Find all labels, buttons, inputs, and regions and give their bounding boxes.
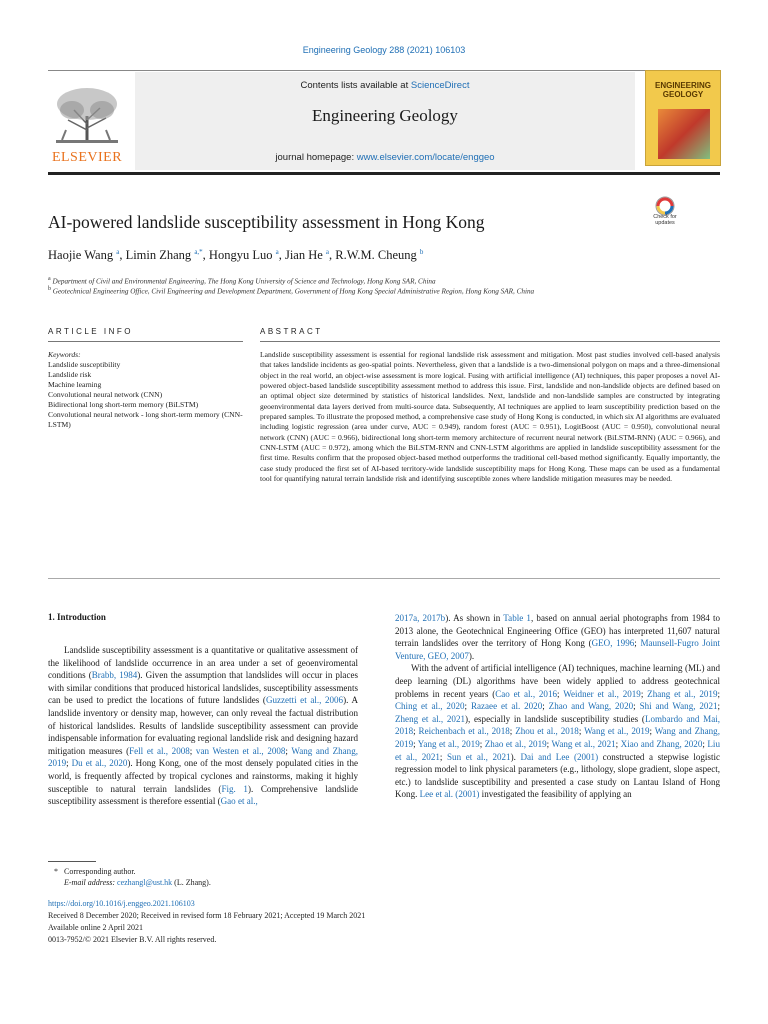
- body-text-run: ). A landslide inventory or density map, however, can only reveal the factual distribution of historical landslides. Results of landslide susceptibility assessment can provide indispensable information for evaluating regional landslide risk and designing hazard mitigation measures (: [48, 695, 358, 756]
- keyword-item: Machine learning: [48, 380, 102, 389]
- citation-link[interactable]: Fig. 1: [221, 783, 248, 794]
- body-text-run: ).: [468, 650, 475, 661]
- body-text-run: ).: [510, 751, 521, 762]
- citation-link[interactable]: van Westen et al., 2008: [195, 745, 286, 756]
- citation-link[interactable]: Weidner et al., 2019: [563, 688, 641, 699]
- citation-link[interactable]: Zhou et al., 2018: [515, 726, 579, 737]
- abstract-bottom-rule: [48, 578, 720, 579]
- homepage-line: [135, 152, 635, 163]
- citation-link[interactable]: Guzzetti et al., 2006: [265, 695, 344, 706]
- article-title: AI-powered landslide susceptibility assessment in Hong Kong: [48, 212, 485, 232]
- keywords-block: [48, 350, 243, 430]
- citation-link[interactable]: Brabb, 1984: [91, 670, 138, 681]
- footnote-rule: [48, 861, 96, 862]
- citation-link[interactable]: Lombardo and Mai, 2018: [395, 713, 721, 737]
- body-text-run: ;: [649, 726, 655, 737]
- author-name[interactable]: R.W.M. Cheung: [335, 248, 417, 263]
- body-text-run: ), especially in landslide susceptibility studies (: [465, 713, 645, 724]
- body-text-run: ;: [439, 751, 448, 762]
- contents-prefix: Contents lists available at: [300, 80, 411, 91]
- author-name[interactable]: Limin Zhang: [125, 248, 192, 263]
- citation-link[interactable]: Razaee et al. 2020: [470, 701, 543, 712]
- keyword-item: Landslide risk: [48, 370, 92, 379]
- citation-link[interactable]: Wang and Zhang, 2019: [48, 745, 358, 769]
- author-name[interactable]: Hongyu Luo: [208, 248, 273, 263]
- body-text-run: ;: [717, 701, 721, 712]
- body-text-run: ;: [542, 701, 549, 712]
- body-text-run: ;: [717, 688, 720, 699]
- keyword-item: Convolutional neural network - long short-term memory (CNN-LSTM): [48, 410, 243, 429]
- citation-link[interactable]: Gao et al.,: [220, 796, 258, 807]
- citation-link[interactable]: Wang and Zhang, 2019: [395, 726, 720, 749]
- citation-link[interactable]: Liu et al., 2021: [395, 738, 720, 762]
- citation-link[interactable]: Lee et al. (2001): [419, 789, 480, 800]
- citation-link[interactable]: Wang et al., 2019: [584, 726, 650, 737]
- affiliation-a: [48, 276, 720, 285]
- corresponding-author-note: [48, 866, 448, 877]
- email-note: [48, 877, 448, 888]
- article-info-rule: [48, 341, 243, 342]
- citation-link[interactable]: Fell et al., 2008: [129, 745, 190, 756]
- check-for-updates-label[interactable]: Check for updates: [653, 214, 677, 226]
- affiliation-b-marker: b: [48, 286, 51, 292]
- author-affiliation-marker[interactable]: a: [325, 248, 330, 256]
- corresponding-text: Corresponding author.: [64, 867, 136, 876]
- body-text-run: ;: [285, 745, 292, 756]
- contents-line: [135, 80, 635, 91]
- keyword-item: Landslide susceptibility: [48, 360, 121, 369]
- body-text-run: ;: [189, 745, 196, 756]
- citation-link[interactable]: Zhang et al., 2019: [647, 688, 718, 699]
- copyright: 0013-7952/© 2021 Elsevier B.V. All rights reserved.: [48, 935, 217, 944]
- citation-link[interactable]: Sun et al., 2021: [447, 751, 511, 762]
- header-bottom-rule: [48, 172, 720, 175]
- body-text-run: Landslide susceptibility assessment is a quantitative or qualitative assessment of the likelihood of landslide occurrence in an area under a set of geoenviromental conditions (: [48, 645, 358, 681]
- intro-paragraph-1-continued: [395, 612, 720, 662]
- affiliation-a-text: Department of Civil and Environmental Engineering, The Hong Kong University of Science and Technology, Hong Kong SAR, China: [52, 277, 436, 286]
- body-text-run: ;: [634, 638, 641, 649]
- citation-link[interactable]: Wang et al., 2021: [551, 738, 616, 749]
- available-online: Available online 2 April 2021: [48, 923, 143, 932]
- citation-link[interactable]: Shi and Wang, 2021: [639, 701, 718, 712]
- body-text-run: ;: [702, 738, 708, 749]
- keyword-item: Bidirectional long short-term memory (BiLSTM): [48, 400, 199, 409]
- doi-link[interactable]: https://doi.org/10.1016/j.enggeo.2021.106103: [48, 899, 195, 908]
- intro-paragraph-2: [395, 662, 720, 801]
- publisher-wordmark[interactable]: ELSEVIER: [51, 150, 123, 165]
- citation-link[interactable]: 2017a, 2017b: [395, 613, 446, 623]
- citation-link[interactable]: Cao et al., 2016: [495, 688, 558, 699]
- citation-link[interactable]: GEO, 1996: [591, 638, 635, 649]
- footnotes: [48, 866, 448, 888]
- article-info-heading: ARTICLE INFO: [48, 327, 133, 336]
- body-text-run: ;: [615, 738, 621, 749]
- citation-link[interactable]: Maunsell-Fugro Joint Venture, GEO, 2007: [395, 638, 720, 661]
- publication-info: [48, 898, 548, 946]
- header-top-rule: [48, 70, 720, 71]
- author-name[interactable]: Haojie Wang: [48, 248, 114, 263]
- citation-link[interactable]: Dai and Lee (2001): [520, 751, 599, 762]
- affiliation-b: [48, 286, 720, 295]
- author-affiliation-marker[interactable]: a,*: [194, 248, 203, 256]
- body-text-run: ;: [557, 688, 564, 699]
- citation-link[interactable]: Reichenbach et al., 2018: [418, 726, 510, 737]
- body-text-run: ;: [464, 701, 471, 712]
- abstract-rule: [260, 341, 720, 342]
- journal-cover[interactable]: [645, 70, 721, 166]
- abstract-text: Landslide susceptibility assessment is essential for regional landslide risk assessment and mitigation. Most past studies involved cell-based analysis that takes landslide incidents as geo-spatial points. Nevertheless, given that a landslide is a two-dimensional polygon on maps and a three-dimensional object in the real world, an object-wise assessment is more logical. Fusing with artificial intelligence (AI) techniques, this paper proposes a novel AI-powered object-based landslide susceptibility assessment method to address this issue. First, landslide and non-landslide objects are defined based on an optimal object size determined by statistics of historical landslides. Next, landslide and non-landslide samples are constructed by integrating geoenvironmental data layers derived from multi-source data. Subsequently, AI techniques are applied to learn susceptibility prediction based on the prepared samples. To illustrate the proposed method, a comprehensive case study of Hong Kong is conducted, in which six AI algorithms are evaluated including logistic regression (area under curve, AUC = 0.949), random forest (AUC = 0.951), LogitBoost (AUC = 0.950), convolutional neural network (CNN) (AUC = 0.966), bidirectional long short-term memory architecture of recurrent neural network (BiLSTM-RNN) (AUC = 0.966), and CNN-LSTM (AUC = 0.972), among which the BiLSTM-RNN and CNN-LSTM algorithms are applied in landslide susceptibility assessment for the first time. Results confirm that the proposed object-based method outperforms the traditional cell-based method significantly. Equally importantly, the case study produced the first set of AI-based territory-wide landslide susceptibility maps for Hong Kong. These maps can be used as a fundamental tool for quantifying natural terrain landslide risk and identifying susceptible zones where landslide mitigation measures may be needed.: [260, 350, 720, 484]
- intro-paragraph-1: [48, 644, 358, 808]
- body-text-run: , based on annual aerial photographs from 1984 to 2013 alone, the Geotechnical Engineering Office (GEO) has interpreted 11,607 natural terrain landslides over the territory of Hong Kong (: [395, 613, 721, 649]
- body-text-run: ). Hong Kong, one of the most densely populated cities in the world, is frequently affected by tropical cyclones and rainstorms, making it highly susceptible to natural terrain landslides (: [48, 758, 358, 794]
- email-suffix: (L. Zhang).: [172, 878, 211, 887]
- homepage-prefix: journal homepage:: [275, 152, 357, 163]
- body-text-run: ;: [479, 738, 485, 749]
- author-affiliation-marker[interactable]: b: [419, 248, 424, 256]
- journal-name: Engineering Geology: [312, 106, 458, 125]
- citation-link[interactable]: Zhao and Wang, 2020: [548, 701, 634, 712]
- body-text-run: ;: [66, 758, 72, 769]
- body-column-right: [395, 612, 720, 801]
- received-dates: Received 8 December 2020; Received in revised form 18 February 2021; Accepted 19 March 2021: [48, 911, 366, 920]
- cover-image: [658, 109, 710, 159]
- email-label: E-mail address:: [64, 878, 118, 887]
- citation-link[interactable]: Table 1: [503, 613, 531, 623]
- body-text-run: ;: [509, 726, 516, 737]
- affiliation-a-marker: a: [48, 276, 51, 282]
- body-text-run: ;: [413, 726, 419, 737]
- homepage-link[interactable]: www.elsevier.com/locate/enggeo: [356, 152, 495, 163]
- citation-link[interactable]: Ching et al., 2020: [395, 701, 465, 712]
- body-text-run: ;: [640, 688, 648, 699]
- journal-reference[interactable]: Engineering Geology 288 (2021) 106103: [302, 45, 466, 55]
- author-name[interactable]: Jian He: [284, 248, 323, 263]
- keyword-item: Convolutional neural network (CNN): [48, 390, 163, 399]
- body-text-run: ;: [633, 701, 640, 712]
- body-text-run: ). Given the assumption that landslides will occur in places with similar conditions that produced historical landslides, susceptibility assessments can be used to predict the locations of future landslides (: [48, 670, 359, 706]
- body-text-run: ). Comprehensive landslide susceptibility assessment is therefore essential (: [48, 783, 358, 807]
- body-text-run: ;: [546, 738, 552, 749]
- body-text-run: ). As shown in: [445, 613, 504, 623]
- email-link[interactable]: cezhangl@ust.hk: [117, 878, 173, 887]
- body-text-run: With the advent of artificial intelligence (AI) techniques, machine learning (ML) and deep learning (DL) algorithms have been widely applied to address geotechnical problems in recent years (: [395, 663, 720, 699]
- citation-link[interactable]: Du et al., 2020: [71, 758, 128, 769]
- citation-link[interactable]: Xiao and Zhang, 2020: [620, 738, 703, 749]
- cover-title: ENGINEERING GEOLOGY: [654, 81, 711, 99]
- abstract-heading: ABSTRACT: [260, 327, 323, 336]
- citation-link[interactable]: Zheng et al., 2021: [395, 713, 465, 724]
- author-affiliation-marker[interactable]: a: [275, 248, 279, 256]
- body-text-run: investigated the feasibility of applying an: [479, 789, 632, 800]
- body-text-run: constructed a stepwise logistic regression model to link physical parameters (e.g., lithology, slope gradient, slope aspect, etc.) to landslide susceptibility and presented a case study on Lantau Island of Hong Kong.: [395, 751, 720, 800]
- author-list: Haojie Wang $^a$, Limin Zhang $^{a,*}$, Hongyu Luo $^a$, Jian He $^a$, R.W.M. Cheung $^b$: [48, 248, 424, 263]
- body-text-run: ;: [578, 726, 585, 737]
- sciencedirect-link[interactable]: ScienceDirect: [410, 80, 470, 91]
- citation-link[interactable]: Zhao et al., 2019: [484, 738, 547, 749]
- affiliation-b-text: Geotechnical Engineering Office, Civil Engineering and Development Department, Government of Hong Kong Special Administrative Region, Hong Kong SAR, China: [52, 287, 535, 296]
- keywords-label: Keywords:: [48, 350, 81, 359]
- corresponding-mark: *: [54, 867, 58, 876]
- body-text-run: ;: [413, 738, 418, 749]
- citation-link[interactable]: Yang et al., 2019: [417, 738, 480, 749]
- author-affiliation-marker[interactable]: a: [116, 248, 120, 256]
- section-title-introduction: 1. Introduction: [48, 612, 106, 622]
- body-column-left: [48, 612, 358, 808]
